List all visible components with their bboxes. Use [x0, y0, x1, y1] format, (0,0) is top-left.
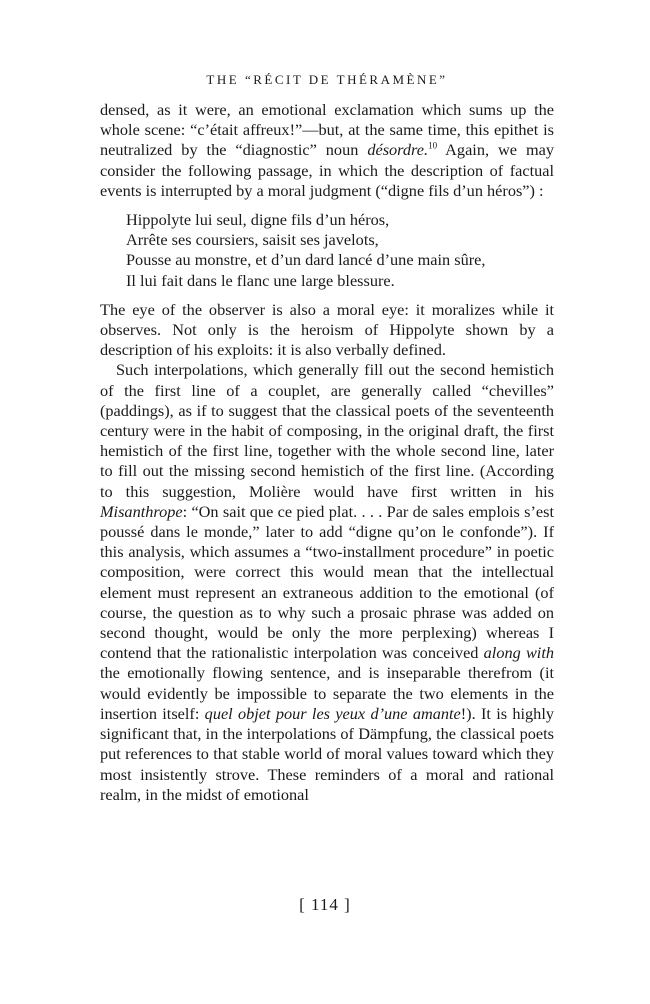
paragraph-3-text-a: Such interpolations, which generally fill out the second hemistich of the first line of a couplet, are generally called “chevilles” (paddings), as if to suggest that the classical poets of the seventeenth century were in the habit of composing, in the original draft, the first hemistich of the first line, together with the whole second line, later to fill out the missing second hemistich of the first line. (According to this suggestion, Molière would have first written in his [100, 360, 554, 501]
verse-line-2: Arrête ses coursiers, saisit ses javelots, [126, 230, 379, 250]
paragraph-3-text-g: !). It is highly significant that, in the interpolations of Dämpfung, the classical poets put references to that stable world of moral values toward which they most insistently strove. These reminders of a moral and rational realm, in the midst of emotional [100, 703, 554, 804]
paragraph-3-italic-quote: quel objet pour les yeux d’une amante [204, 703, 461, 723]
paragraph-3 [100, 360, 554, 804]
paragraph-1 [100, 100, 554, 201]
paragraph-3-text-e: the emotionally flowing sentence, and is inseparable therefrom (it would evidently be impossible to separate the two elements in the insertion itself: [100, 663, 554, 723]
verse-line-3: Pousse au monstre, et d’un dard lancé d’une main sûre, [126, 250, 486, 270]
paragraph-3-text-c: : “On sait que ce pied plat. . . . Par de sales emplois s’est poussé dans le monde,” later to add “digne qu’on le confonde”). If this analysis, which assumes a “two-installment procedure” in poetic composition, were correct this would mean that the intellectual element must represent an extraneous addition to the emotional (of course, the question as to why such a prosaic phrase was added on second thought, would be only the more perplexing) whereas I contend that the rationalistic interpolation was conceived [100, 501, 554, 663]
footnote-marker-10: 10 [428, 140, 438, 151]
verse-line-1: Hippolyte lui seul, digne fils d’un héros, [126, 210, 390, 230]
paragraph-1-italic-desordre: désordre. [367, 140, 429, 160]
paragraph-1-text-a: densed, as it were, an emotional exclamation which sums up the whole scene: “c’était affreux!”—but, at the same time, this epithet is neutralized by the “diagnostic” noun [100, 100, 554, 160]
page-content [100, 70, 554, 805]
paragraph-2: The eye of the observer is also a moral eye: it moralizes while it observes. Not only is the heroism of Hippolyte shown by a description of his exploits: it is also verbally defined. [100, 299, 554, 360]
paragraph-3-italic-misanthrope: Misanthrope [100, 501, 183, 521]
verse-line-4: Il lui fait dans le flanc une large blessure. [126, 270, 395, 290]
paragraph-3-italic-along-with: along with [483, 643, 554, 663]
verse-quotation [126, 210, 554, 291]
running-head: THE “RÉCIT DE THÉRAMÈNE” [206, 72, 448, 87]
page-number: [ 114 ] [299, 895, 351, 914]
paragraph-1-text-d: Again, we may consider the following passage, in which the description of factual events is interrupted by a moral judgment (“digne fils d’un héros”) : [100, 140, 555, 200]
